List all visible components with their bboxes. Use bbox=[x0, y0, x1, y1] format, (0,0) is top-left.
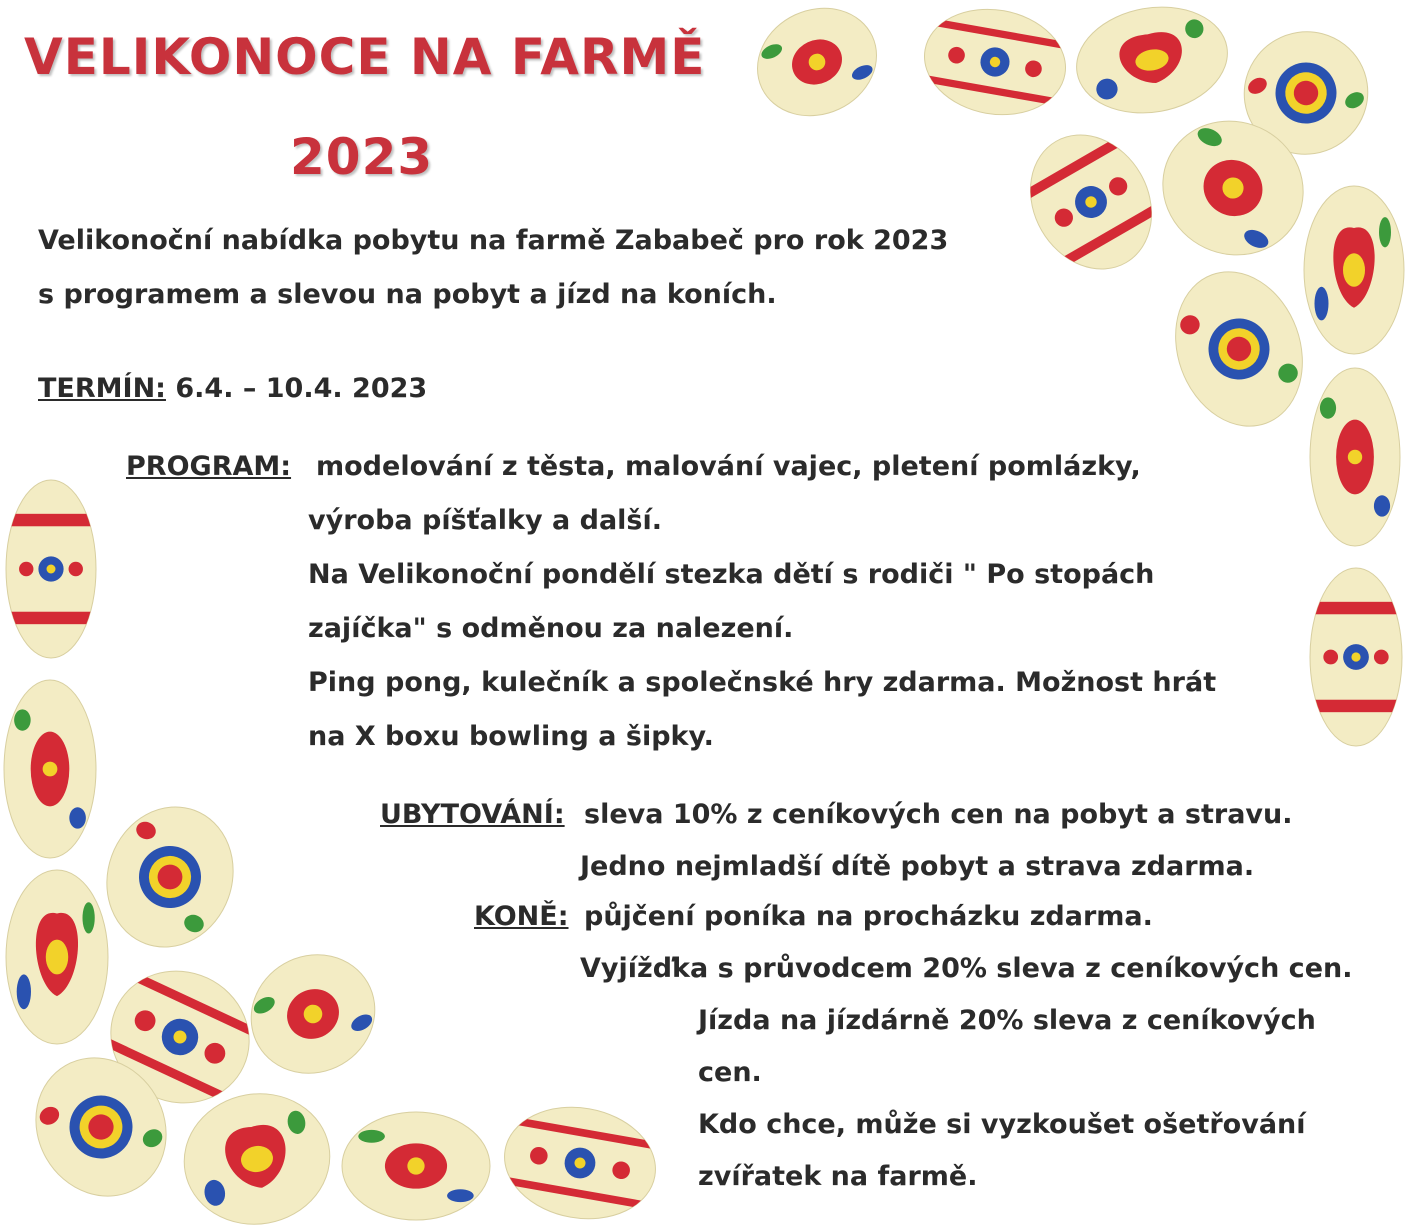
ubytovani-line: sleva 10% z ceníkových cen na pobyt a stravu. bbox=[584, 799, 1293, 830]
painted-easter-egg-icon bbox=[1174, 266, 1304, 432]
painted-easter-egg-icon bbox=[0, 676, 100, 862]
painted-easter-egg-icon bbox=[1072, 4, 1232, 116]
painted-easter-egg-icon bbox=[104, 802, 236, 952]
kone-line: Jízda na jízdárně 20% sleva z ceníkových bbox=[698, 1005, 1316, 1036]
program-line: Ping pong, kulečník a společnské hry zdarma. Možnost hrát bbox=[308, 667, 1217, 698]
ubytovani-label: UBYTOVÁNÍ: bbox=[380, 799, 565, 830]
ubytovani-line: Jedno nejmladší dítě pobyt a strava zdarma. bbox=[580, 851, 1255, 882]
painted-easter-egg-icon bbox=[920, 6, 1070, 118]
program-line: výroba píšťalky a další. bbox=[308, 505, 663, 536]
painted-easter-egg-icon bbox=[34, 1052, 168, 1202]
termin-value: 6.4. – 10.4. 2023 bbox=[175, 373, 428, 404]
program-label: PROGRAM: bbox=[126, 451, 292, 482]
painted-easter-egg-icon bbox=[1158, 118, 1308, 258]
kone-line: Kdo chce, může si vyzkoušet ošetřování bbox=[698, 1109, 1306, 1140]
title-line-2: 2023 bbox=[290, 128, 434, 186]
termin-label: TERMÍN: bbox=[38, 373, 166, 404]
kone-line: Vyjížďka s průvodcem 20% sleva z ceníkových cen. bbox=[580, 953, 1353, 984]
painted-easter-egg-icon bbox=[2, 866, 112, 1048]
program-line: modelování z těsta, malování vajec, pletení pomlázky, bbox=[316, 451, 1141, 482]
painted-easter-egg-icon bbox=[500, 1104, 660, 1222]
painted-easter-egg-icon bbox=[180, 1090, 334, 1228]
painted-easter-egg-icon bbox=[2, 476, 100, 662]
kone-label: KONĚ: bbox=[474, 901, 569, 932]
program-line: Na Velikonoční pondělí stezka dětí s rodiči " Po stopách bbox=[308, 559, 1155, 590]
program-line: na X boxu bowling a šipky. bbox=[308, 721, 714, 752]
painted-easter-egg-icon bbox=[338, 1108, 494, 1224]
painted-easter-egg-icon bbox=[1306, 364, 1404, 550]
painted-easter-egg-icon bbox=[752, 6, 882, 118]
intro-line-1: Velikonoční nabídka pobytu na farmě Zababeč pro rok 2023 bbox=[38, 225, 949, 256]
kone-line: zvířatek na farmě. bbox=[698, 1161, 978, 1192]
painted-easter-egg-icon bbox=[246, 952, 380, 1076]
termin-row bbox=[38, 362, 427, 416]
kone-line: cen. bbox=[698, 1057, 762, 1088]
painted-easter-egg-icon bbox=[1030, 128, 1152, 276]
title-line-1: VELIKONOCE NA FARMĚ bbox=[24, 28, 706, 86]
painted-easter-egg-icon bbox=[1306, 564, 1406, 750]
painted-easter-egg-icon bbox=[1300, 182, 1408, 358]
program-line: zajíčka" s odměnou za nalezení. bbox=[308, 613, 794, 644]
intro-line-2: s programem a slevou na pobyt a jízd na koních. bbox=[38, 279, 777, 310]
kone-line: půjčení poníka na procházku zdarma. bbox=[584, 901, 1153, 932]
